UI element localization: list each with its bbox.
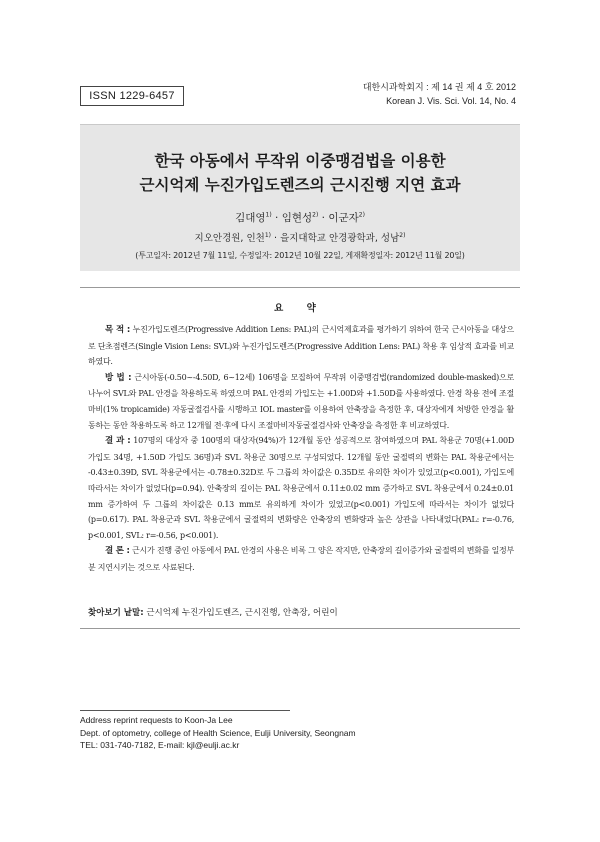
results-text: 107명의 대상자 중 100명의 대상자(94%)가 12개월 동안 성공적으로 참여하였으며 PAL 착용군 70명(+1.00D 가입도 34명, +1.50D 가입도 36명)과 SVL 착용군 30명으로 구성되었다. 12개월 동안 굴절력의 변화는 PAL 착용군에서는 -0.43±0.39D, SVL 착용군에서는 -0.78±0.32D로 두 그룹의 차이값은 0.35D로 유의한 차이가 있었고(p<0.001), 가입도에 따라서는 차이가 없었다(p=0.94). 안축장의 길이는 PAL 착용군에서 0.11±0.02 mm 증가하고 SVL 착용군에서 0.24±0.01 mm 증가하여 두 그룹의 차이값은 0.13 mm로 유의하게 차이가 있었고(p<0.001) 가입도에 따라서는 차이가 없었다(p=0.617). PAL 착용군과 SVL 착용군에서 굴절력의 변화량은 안축장의 변화량과 높은 상관을 나타내었다(PAL: r=-0.76, p<0.001, SVL: r=-0.56, p<0.001).: [88, 436, 514, 540]
footnote-line-3: TEL: 031-740-7182, E-mail: kjl@eulji.ac.kr: [80, 740, 240, 750]
purpose-text: 누진가입도렌즈(Progressive Addition Lens: PAL)의 근시억제효과를 평가하기 위하여 한국 근시아동을 대상으로 단초점렌즈(Single Vision Lens: SVL)와 누진가입도렌즈(Progressive Addition Lens: PAL) 착용 후 임상적 효과를 비교하였다.: [88, 325, 514, 367]
author-1-mark: 1): [265, 211, 272, 219]
footnote-line-2: Dept. of optometry, college of Health Science, Eulji University, Seongnam: [80, 727, 356, 738]
author-2-mark: 2): [312, 211, 319, 219]
paper-title: [80, 149, 520, 197]
affiliation-1: 지오안경원, 인천: [194, 233, 265, 244]
journal-korean: 대한시과학회지 : 제 14 권 제 4 호 2012: [362, 82, 516, 92]
journal-info: [363, 80, 516, 108]
footnote: [80, 714, 356, 752]
abstract-methods: [88, 370, 514, 433]
journal-english: Korean J. Vis. Sci. Vol. 14, No. 4: [386, 96, 516, 106]
abstract-heading: 요 약: [274, 303, 326, 314]
author-3-mark: 2): [358, 211, 365, 219]
author-list: [80, 210, 520, 225]
submission-dates: (투고일자: 2012년 7월 11일, 수정일자: 2012년 10월 22일, 게재확정일자: 2012년 11월 20일): [135, 251, 465, 260]
abstract-purpose: [88, 322, 514, 370]
affiliation-2: · 을지대학교 안경광학과, 성남: [274, 233, 400, 244]
keywords-label: 찾아보기 낱말:: [88, 608, 144, 618]
title-line-2: 근시억제 누진가입도렌즈의 근시진행 지연 효과: [139, 176, 461, 194]
author-1: 김대영: [235, 212, 266, 224]
abstract-body: [88, 322, 514, 576]
author-separator: ·: [318, 212, 329, 224]
affiliation-2-mark: 2): [399, 231, 406, 239]
keywords-text: 근시억제 누진가입도렌즈, 근시진행, 안축장, 어린이: [143, 608, 338, 618]
conclusion-label: 결 론 :: [105, 546, 130, 557]
abstract-results: [88, 433, 514, 543]
issn-box: ISSN 1229-6457: [80, 86, 184, 106]
results-label: 결 과 :: [105, 436, 131, 447]
keywords: [88, 606, 514, 618]
abstract-conclusion: [88, 543, 514, 575]
author-separator: ·: [271, 212, 282, 224]
divider-top: [80, 287, 520, 288]
purpose-label: 목 적 :: [105, 325, 131, 335]
author-2: 임현성: [281, 212, 313, 224]
footnote-line-1: Address reprint requests to Koon-Ja Lee: [80, 715, 233, 725]
conclusion-text: 근시가 진행 중인 아동에서 PAL 안경의 사용은 비록 그 양은 작지만, 안축장의 길이증가와 굴절력의 변화를 일정부분 지연시키는 것으로 사료된다.: [88, 546, 515, 572]
divider-bottom: [80, 628, 520, 629]
affiliation-1-mark: 1): [264, 231, 271, 239]
footnote-rule: [80, 710, 290, 711]
title-block: [80, 124, 520, 271]
affiliations: [80, 230, 520, 244]
title-line-1: 한국 아동에서 무작위 이중맹검법을 이용한: [154, 152, 446, 170]
author-3: 이군자: [328, 212, 359, 224]
methods-label: 방 법 :: [105, 372, 132, 383]
methods-text: 근시아동(-0.50~-4.50D, 6~12세) 106명을 모집하여 무작위 이중맹검법(randomized double-masked)으로 나누어 SVL와 PAL 안경을 착용하도록 하였으며 PAL 안경의 가입도는 +1.00D와 +1.50D를 사용하였다. 안경 착용 전에 조절마비(1% tropicamide) 자동굴절검사를 시행하고 IOL master를 이용하여 안축장을 측정한 후, 대상자에게 처방한 안경을 활동하는 동안 착용하도록 하고 12개월 전·후에 다시 조절마비자동굴절검사와 안축장을 측정한 후 비교하였다.: [88, 372, 514, 430]
